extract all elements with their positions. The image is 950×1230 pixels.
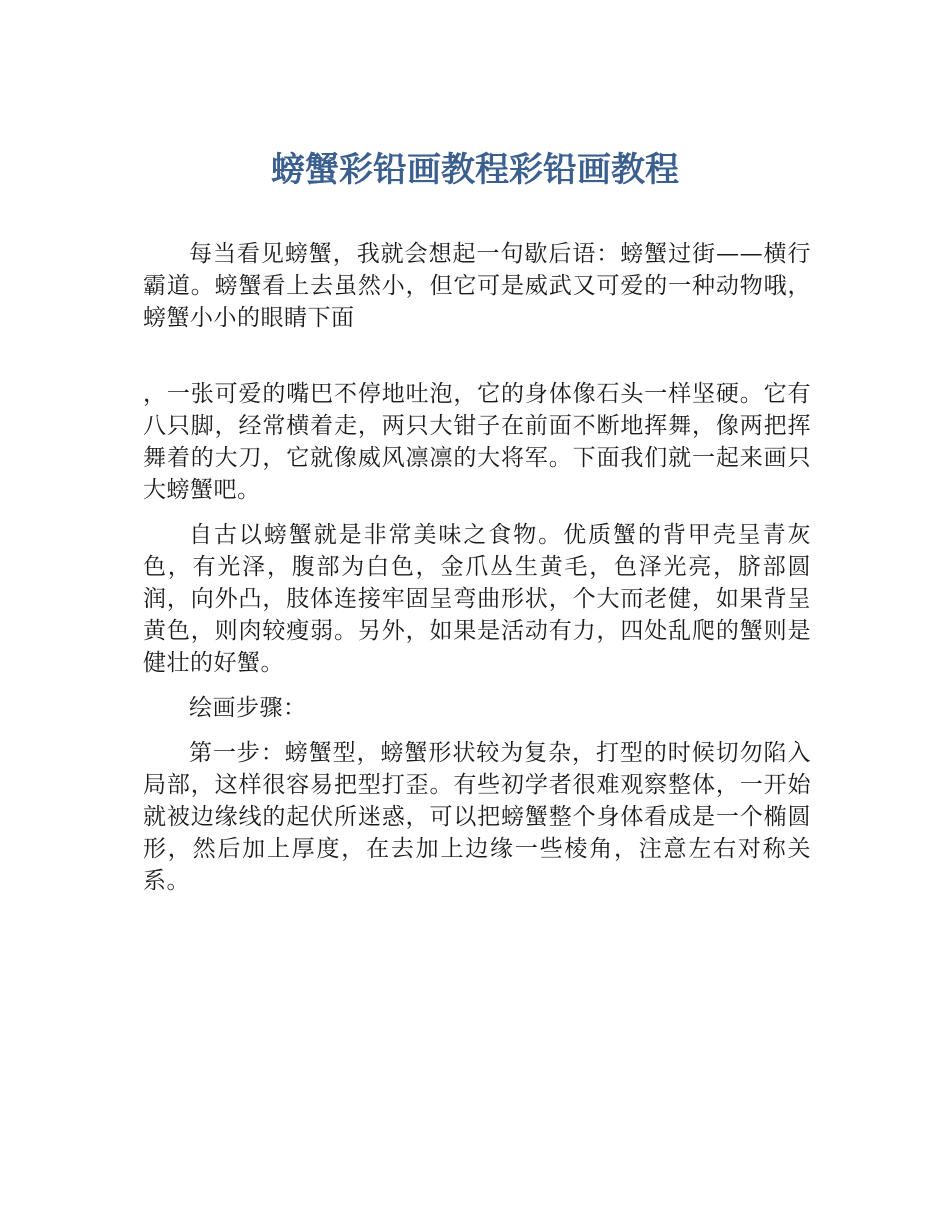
paragraph-step-one: 第一步：螃蟹型，螃蟹形状较为复杂，打型的时候切勿陷入局部，这样很容易把型打歪。有些初学者很难观察整体，一开始就被边缘线的起伏所迷惑，可以把螃蟹整个身体看成是一个椭圆形，然后加上厚度，在去加上边缘一些棱角，注意左右对称关系。 — [143, 740, 811, 894]
paragraph-description: ，一张可爱的嘴巴不停地吐泡，它的身体像石头一样坚硬。它有八只脚，经常横着走，两只大钳子在前面不断地挥舞，像两把挥舞着的大刀，它就像威风凛凛的大将军。下面我们就一起来画只大螃蟹吧。 — [143, 381, 811, 503]
paragraph-intro: 每当看见螃蟹，我就会想起一句歇后语：螃蟹过街——横行霸道。螃蟹看上去虽然小，但它可是威武又可爱的一种动物哦，螃蟹小小的眼睛下面 — [143, 241, 811, 331]
document-body — [143, 238, 811, 910]
document-title: 螃蟹彩铅画教程彩铅画教程 — [271, 150, 679, 190]
paragraph-quality: 自古以螃蟹就是非常美味之食物。优质蟹的背甲壳呈青灰色，有光泽，腹部为白色，金爪丛生黄毛，色泽光亮，脐部圆润，向外凸，肢体连接牢固呈弯曲形状，个大而老健，如果背呈黄色，则肉较瘦弱。另外，如果是活动有力，四处乱爬的蟹则是健壮的好蟹。 — [143, 522, 811, 676]
paragraph-steps-heading: 绘画步骤： — [189, 695, 307, 721]
